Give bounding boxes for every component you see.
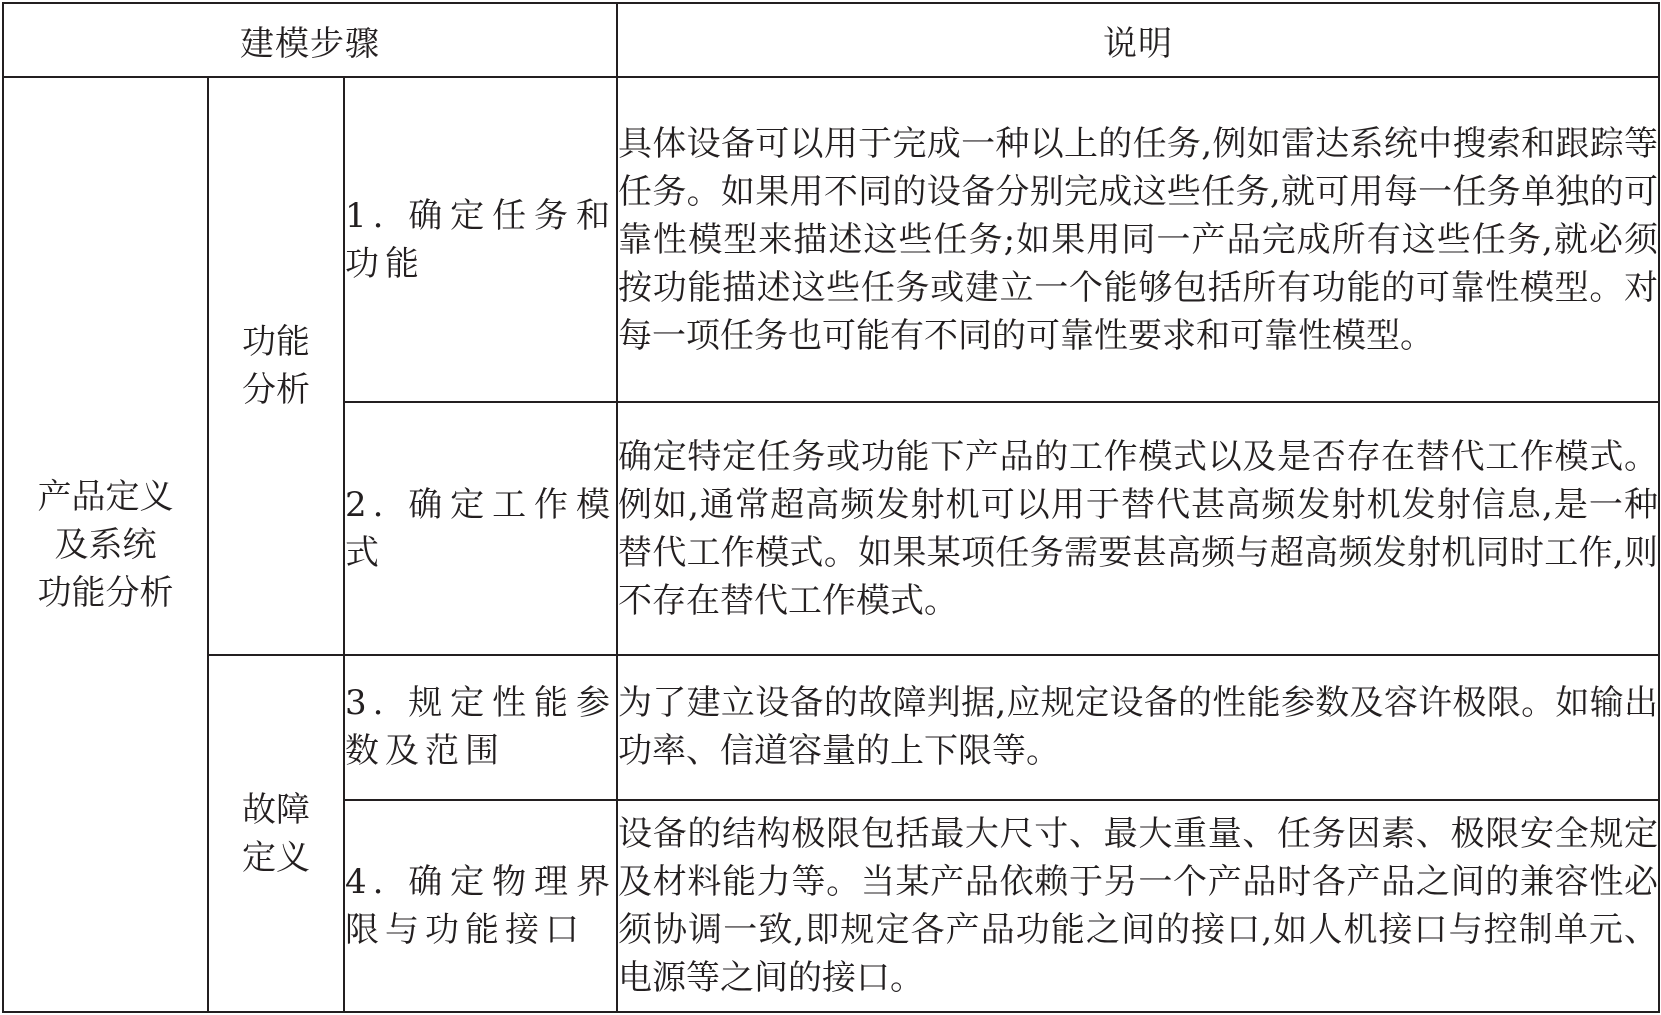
description-cell: 具体设备可以用于完成一种以上的任务,例如雷达系统中搜索和跟踪等任务。如果用不同的设备分别完成这些任务,就可用每一任务单独的可靠性模型来描述这些任务;如果用同一产品完成所有这些任务,就必须按功能描述这些任务或建立一个能够包括所有功能的可靠性模型。对每一项任务也可能有不同的可靠性要求和可靠性模型。 (617, 77, 1659, 402)
group-label-line: 定义 (242, 837, 310, 878)
step-cell: 1. 确定任务和功能 (344, 77, 617, 402)
description-cell: 为了建立设备的故障判据,应规定设备的性能参数及容许极限。如输出功率、信道容量的上下限等。 (617, 655, 1659, 799)
header-modeling-steps: 建模步骤 (3, 3, 617, 77)
group-label-line: 功能 (242, 322, 310, 363)
step-cell: 3. 规定性能参数及范围 (344, 655, 617, 799)
table-row (3, 77, 1659, 402)
header-description: 说明 (617, 3, 1659, 77)
step-cell: 4. 确定物理界限与功能接口 (344, 800, 617, 1012)
group-label-line: 故障 (242, 789, 310, 830)
group-cell-failure-definition (208, 655, 344, 1012)
description-cell: 设备的结构极限包括最大尺寸、最大重量、任务因素、极限安全规定及材料能力等。当某产品依赖于另一个产品时各产品之间的兼容性必须协调一致,即规定各产品功能之间的接口,如人机接口与控制单元、电源等之间的接口。 (617, 800, 1659, 1012)
description-cell: 确定特定任务或功能下产品的工作模式以及是否存在替代工作模式。例如,通常超高频发射机可以用于替代甚高频发射机发射信息,是一种替代工作模式。如果某项任务需要甚高频与超高频发射机同时工作,则不存在替代工作模式。 (617, 402, 1659, 655)
category-label-line: 功能分析 (37, 572, 174, 613)
table-header-row (3, 3, 1659, 77)
table-row (3, 655, 1659, 799)
category-label-line: 产品定义 (37, 476, 174, 517)
category-label-line: 及系统 (54, 524, 157, 565)
modeling-steps-table (2, 2, 1660, 1013)
group-cell-function-analysis (208, 77, 344, 655)
category-cell (3, 77, 208, 1012)
step-cell: 2. 确定工作模式 (344, 402, 617, 655)
group-label-line: 分析 (242, 370, 310, 411)
